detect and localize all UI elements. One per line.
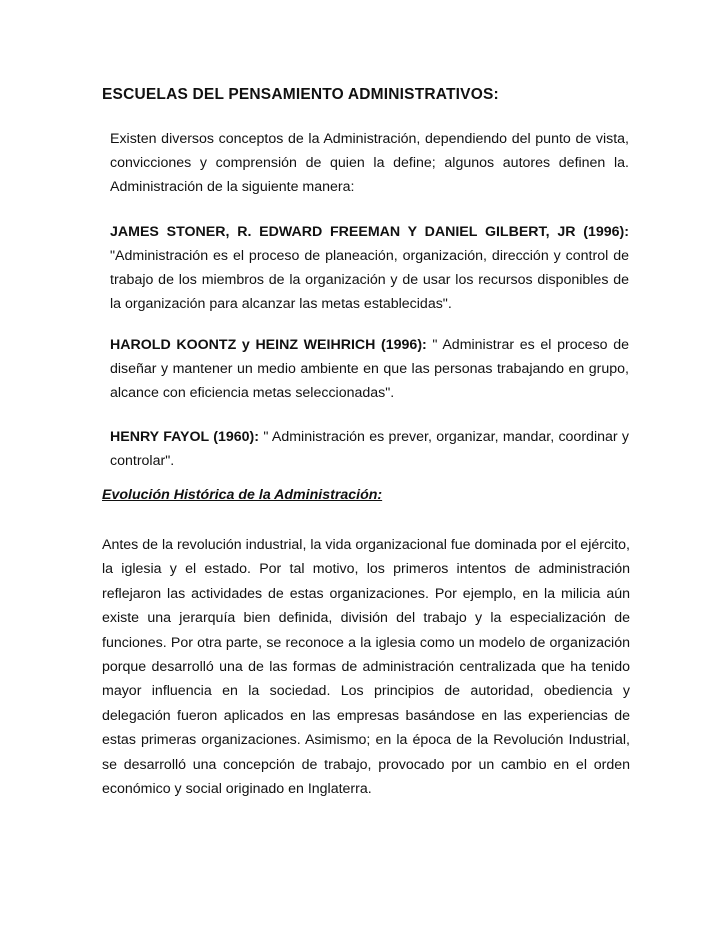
definition-text: " Administración es prever, organizar, mandar, coordinar y controlar". xyxy=(110,429,630,469)
definition-text: "Administración es el proceso de planeación, organización, dirección y control de trabajo de los miembros de la organización y de usar los recursos disponibles de la organización para alcanzar las metas establecidas". xyxy=(110,248,629,312)
definition-author: HAROLD KOONTZ y HEINZ WEIHRICH (1996): xyxy=(110,337,427,353)
intro-paragraph: Existen diversos conceptos de la Administración, dependiendo del punto de vista, convicciones y comprensión de quien la define; algunos autores definen la. Administración de la siguiente manera: xyxy=(110,131,629,195)
definition-stoner xyxy=(110,220,629,316)
definition-fayol xyxy=(110,425,629,473)
definition-koontz xyxy=(110,333,629,405)
document-title: ESCUELAS DEL PENSAMIENTO ADMINISTRATIVOS: xyxy=(102,86,499,103)
section-heading: Evolución Histórica de la Administración: xyxy=(102,487,383,503)
definition-author: HENRY FAYOL (1960): xyxy=(110,429,259,445)
definition-author: JAMES STONER, R. EDWARD FREEMAN Y DANIEL GILBERT, JR (1996): xyxy=(110,224,629,240)
definition-text: " Administrar es el proceso de diseñar y mantener un medio ambiente en que las personas trabajando en grupo, alcance con eficiencia metas seleccionadas". xyxy=(110,337,629,401)
history-paragraph: Antes de la revolución industrial, la vida organizacional fue dominada por el ejército, la iglesia y el estado. Por tal motivo, los primeros intentos de administración reflejaron las actividades de estas organizaciones. Por ejemplo, en la milicia aún existe una jerarquía bien definida, división del trabajo y la especialización de funciones. Por otra parte, se reconoce a la iglesia como un modelo de organización porque desarrolló una de las formas de administración centralizada que ha tenido mayor influencia en la sociedad. Los principios de autoridad, obediencia y delegación fueron aplicados en las empresas basándose en las experiencias de estas primeras organizaciones. Asimismo; en la época de la Revolución Industrial, se desarrolló una concepción de trabajo, provocado por un cambio en el orden económico y social originado en Inglaterra. xyxy=(102,537,630,798)
